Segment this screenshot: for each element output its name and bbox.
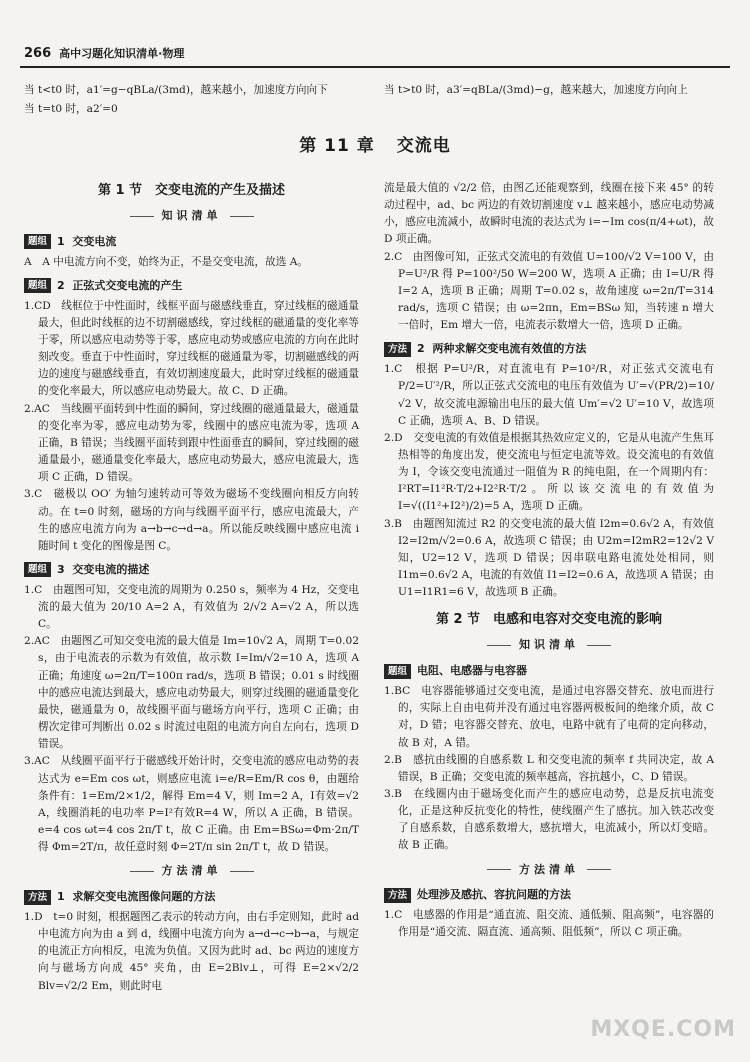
answer-m1-1: 1.D t=0 时刻，根据题图乙表示的转动方向，由右手定则知，此时 ad 中电流方向为由 a 到 d，线圈中电流方向为 a→d→c→b→a，与规定的电流正方向相反，电流为负值。又因为此时 ad、bc 两边的速度方向与磁场方向成 45° 夹角，由 E=2Blv⊥，可得 E=2×√2/2 Blv=√2/2 Em，则此时电 [24,910,359,992]
answer-s2-3: 3.B 在线圈内由于磁场变化而产生的感应电动势，总是反抗电流变化，正是这种反抗变化的特性，使线圈产生了感抗。加入铁芯改变了自感系数，自感系数增大，感抗增大，电流减小，所以灯变暗。故 B 正确。 [384,788,714,852]
left-column [24,172,359,995]
method-list-header-2: 方法清单 [384,861,714,879]
book-title: 高中习题化知识清单·物理 [59,47,185,61]
knowledge-list-header-2: 知识清单 [384,636,714,654]
answer-g2-3: 3.C 磁极以 OO′ 为轴匀速转动可等效为磁场不变线圈向相反方向转动。在 t=0 时刻，磁场的方向与线圈平面平行，感应电流最大，产生的感应电流方向为 a→b→c→d→a。所以能反映线圈中感应电流 i 随时间 t 变化的图像是图 C。 [24,488,359,552]
group-heading-2 [384,662,714,680]
top-right-text [384,82,714,99]
method-number: 1 [57,890,65,904]
answer-m2-3: 3.B 由题图知流过 R2 的交变电流的最大值 I2m=0.6√2 A，有效值 I2=I2m/√2=0.6 A，故选项 C 错误；由 U2m=I2mR2=12√2 V 知，U2=12 V，选项 D 错误；因串联电路电流处处相同，则 I1m=0.6√2 A，电流的有效值 I1=I2=0.6 A，故选项 A 错误；由 U1=I1R1=6 V，故选项 B 正确。 [384,517,714,599]
page-number: 266 [24,46,52,62]
method-title: 两种求解交变电流有效值的方法 [432,342,587,356]
group-number: 2 [57,278,65,292]
method-title: 求解交变电流图像问题的方法 [72,890,216,904]
knowledge-list-header: 知识清单 [24,207,359,225]
answer-m1-1-cont: 流是最大值的 √2/2 倍，由图乙还能观察到，线圈在接下来 45° 的转动过程中，ad、bc 两边的有效切割速度 v⊥ 越来越小，感应电动势减小，感应电流减小，故瞬时电流的表达式为 i=−Im cos(π/4+ωt)，故 D 项正确。 [384,182,714,246]
group-3-heading [24,561,359,579]
method-number: 2 [417,342,425,356]
answer-g2-2: 2.AC 当线圈平面转到中性面的瞬间，穿过线圈的磁通量最大，磁通量的变化率为零，感应电动势为零，线圈中的感应电流为零，选项 A 正确，B 错误；当线圈平面转到跟中性面垂直的瞬间，穿过线圈的磁通量最小，磁通量变化率最大，感应电动势最大，感应电流最大，选项 C 正确，D 错误。 [24,402,359,484]
method-title: 处理涉及感抗、容抗问题的方法 [417,888,572,902]
right-column [384,180,714,942]
answer-m1-2: 2.C 由图像可知，正弦式交流电的有效值 U=100/√2 V=100 V，由 P=U²/R 得 P=100²/50 W=200 W，选项 A 正确；由 I=U/R 得 I=2 A，选项 B 正确；周期 T=0.02 s，故角速度 ω=2π/T=314 rad/s，选项 C 错误；由 ω=2πn，Em=BSω 知，当转速 n 增大一倍时，Em 增大一倍，电流表示数增大一倍，选项 D 正确。 [384,250,714,332]
answer-m2-2: 2.D 交变电流的有效值是根据其热效应定义的，它是从电流产生焦耳热相等的角度出发，使交流电与恒定电流等效。设交流电的有效值为 I，令该交变电流通过一阻值为 R 的纯电阻，在一个周期内有：I²RT=I1²R·T/2+I2²R·T/2。所以该交流电的有效值为 I=√((I1²+I2²)/2)=5 A，选项 D 正确。 [384,431,714,513]
answer-m2-1: 1.C 根据 P=U²/R，对直流电有 P=10²/R，对正弦式交流电有 P/2=U′²/R，所以正弦式交流电的电压有效值为 U′=√(PR/2)=10/√2 V，故交流电源输出电压的最大值 Um′=√2 U′=10 V，故选项 C 正确，选项 A、B、D 错误。 [384,363,714,427]
header-rule [20,66,730,68]
answer-s2-2: 2.B 感抗由线圈的自感系数 L 和交变电流的频率 f 共同决定，故 A 错误，B 正确；交变电流的频率越高，容抗越小，C、D 错误。 [384,753,714,783]
method-2-heading [384,340,714,358]
group-1-heading [24,233,359,251]
group-title: 交变电流的描述 [72,562,150,576]
method-badge: 方法 [384,888,411,903]
group-badge: 题组 [24,278,51,293]
group-title: 电阻、电感器与电容器 [417,664,528,678]
group-2-heading [24,277,359,295]
chapter-number: 第 11 章 [299,136,375,156]
group-badge: 题组 [24,234,51,249]
top-left-line-1: 当 t<t0 时，a1′=g−qBLa/(3md)，越来越小，加速度方向向下 [24,84,328,96]
group-badge: 题组 [384,664,411,679]
section-2-title: 第 2 节 电感和电容对交变电流的影响 [435,612,663,628]
group-title: 交变电流 [72,234,117,248]
method-badge: 方法 [384,342,411,357]
group-badge: 题组 [24,562,51,577]
page-header [24,44,184,64]
answer-g3-2: 2.AC 由题图乙可知交变电流的最大值是 Im=10√2 A，周期 T=0.02 s，由于电流表的示数为有效值，故示数 I=Im/√2=10 A，选项 A 正确；角速度 ω=2π/T=100π rad/s，选项 B 错误；0.01 s 时线圈中的感应电流达到最大，感应电动势最大，则穿过线圈的磁通量变化最快，磁通量为 0，故线圈平面与磁场方向平行，选项 C 正确；由楞次定律可判断出 0.02 s 时流过电阻的电流方向自左向右，选项 D 错误。 [24,635,359,751]
top-right-line-1: 当 t>t0 时，a3′=qBLa/(3md)−g，越来越大，加速度方向向上 [384,84,688,96]
top-left-line-2: 当 t=t0 时，a2′=0 [24,103,118,116]
method-heading-2 [384,886,714,904]
answer-g2-1: 1.CD 线框位于中性面时，线框平面与磁感线垂直，穿过线框的磁通量最大，但此时线框的边不切割磁感线，穿过线框的磁通量的变化率等于零，所以感应电动势等于零，感应电动势或感应电流的方向在此时刻改变。垂直于中性面时，穿过线框的磁通量为零，切割磁感线的两边的速度与磁感线垂直，有效切割速度最大，此时穿过线框的磁通量的变化率最大，所以感应电动势最大。故 C、D 正确。 [24,299,359,398]
section-1-title: 第 1 节 交变电流的产生及描述 [97,183,286,198]
top-left-text [24,82,359,118]
answer-s2-1: 1.BC 电容器能够通过交变电流，是通过电容器交替充、放电而进行的，实际上自由电荷并没有通过电容器两极板间的绝缘介质，故 C 对，D 错；电容器交替充、放电，电路中就有了电荷的定向移动，故 B 对，A 错。 [384,685,714,749]
answer-g3-3: 3.AC 从线圈平面平行于磁感线开始计时，交变电流的感应电动势的表达式为 e=Em cos ωt，则感应电流 i=e/R=Em/R cos θ，由题给条件有：1=Em/2×1/2，解得 Em=4 V，则 Im=2 A，I有效=√2 A，线圈消耗的电功率 P=I²有效R=4 W，所以 A 正确，B 错误。e=4 cos ωt=4 cos 2π/T t，故 C 正确。由 Em=BSω=Φm·2π/T 得 Φm=2T/π，故任意时刻 Φ=2T/π sin 2π/T t，故 D 错误。 [24,755,359,854]
group-number: 1 [57,234,65,248]
chapter-title [0,133,750,161]
method-badge: 方法 [24,890,51,905]
group-title: 正弦式交变电流的产生 [72,278,183,292]
method-1-heading [24,888,359,906]
chapter-name: 交流电 [396,136,451,156]
watermark: MXQE.COM [590,1017,736,1043]
answer-g1: A A 中电流方向不变，始终为正，不是交变电流，故选 A。 [24,255,308,268]
answer-g3-1: 1.C 由题图可知，交变电流的周期为 0.250 s，频率为 4 Hz，交变电流的最大值为 20/10 A=2 A，有效值为 2/√2 A=√2 A，所以选 C。 [24,583,359,631]
method-list-header: 方法清单 [24,862,359,880]
group-number: 3 [57,562,65,576]
answer-s2-m1: 1.C 电感器的作用是“通直流、阻交流、通低频、阻高频”，电容器的作用是“通交流、隔直流、通高频、阻低频”，所以 C 项正确。 [384,909,714,939]
